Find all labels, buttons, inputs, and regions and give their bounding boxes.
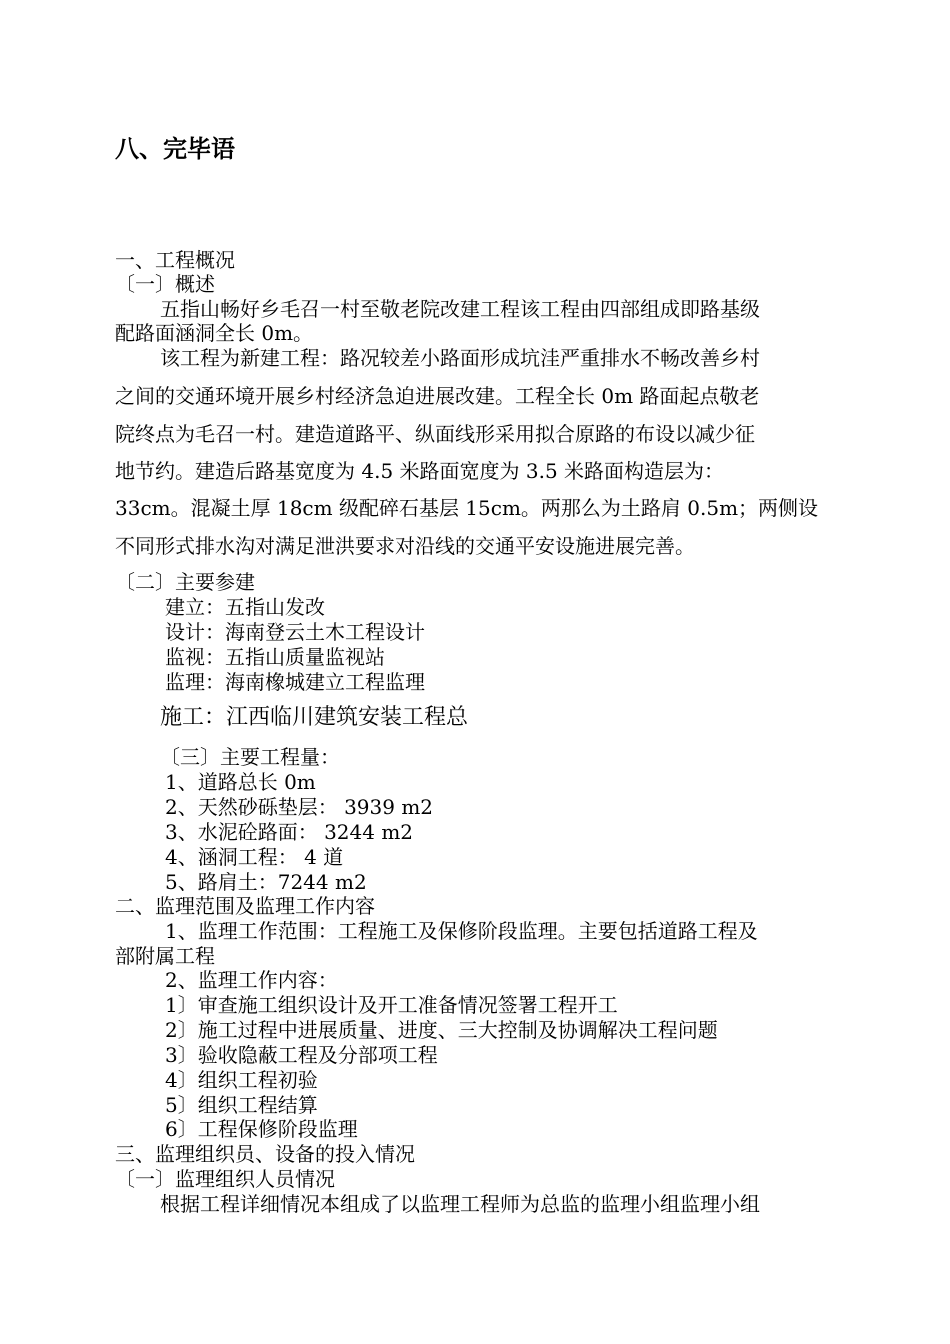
- participant-line: 设计：海南登云土木工程设计: [165, 620, 425, 644]
- paragraph-line: 1、监理工作范围：工程施工及保修阶段监理。主要包括道路工程及: [165, 919, 758, 943]
- paragraph-line: 根据工程详细情况本组成了以监理工程师为总监的监理小组监理小组: [160, 1192, 760, 1216]
- work-item: 1〕审查施工组织设计及开工准备情况签署工程开工: [165, 993, 618, 1017]
- paragraph-line: 不同形式排水沟对满足泄洪要求对沿线的交通平安设施进展完善。: [115, 534, 695, 558]
- quantity-item: 4、涵洞工程： 4 道: [165, 845, 344, 869]
- participant-line: 监理：海南橡城建立工程监理: [165, 670, 425, 694]
- work-item: 4〕组织工程初验: [165, 1068, 318, 1092]
- subheading-staff: 〔一〕监理组织人员情况: [115, 1167, 335, 1191]
- participant-line: 监视：五指山质量监视站: [165, 645, 385, 669]
- paragraph-line: 33cm。混凝土厚 18cm 级配碎石基层 15cm。两那么为土路肩 0.5m；两侧设: [115, 496, 819, 520]
- subheading-participants: 〔二〕主要参建: [115, 570, 255, 594]
- participant-line: 施工：江西临川建筑安装工程总: [160, 705, 469, 730]
- subheading-quantities: 〔三〕主要工程量：: [160, 745, 340, 769]
- work-item: 3〕验收隐蔽工程及分部项工程: [165, 1043, 438, 1067]
- paragraph-line: 部附属工程: [115, 944, 215, 968]
- subheading-summary: 〔一〕概述: [115, 272, 215, 296]
- paragraph-line: 配路面涵洞全长 0m。: [115, 321, 314, 345]
- paragraph-line: 院终点为毛召一村。建造道路平、纵面线形采用拟合原路的布设以减少征: [115, 422, 755, 446]
- quantity-item: 2、天然砂砾垫层： 3939 m2: [165, 795, 434, 819]
- quantity-item: 1、道路总长 0m: [165, 770, 316, 794]
- heading-staffing: 三、监理组织员、设备的投入情况: [115, 1142, 415, 1166]
- heading-supervision-scope: 二、监理范围及监理工作内容: [115, 894, 375, 918]
- paragraph-line: 五指山畅好乡毛召一村至敬老院改建工程该工程由四部组成即路基级: [160, 297, 760, 321]
- quantity-item: 3、水泥砼路面： 3244 m2: [165, 820, 414, 844]
- paragraph-line: 地节约。建造后路基宽度为 4.5 米路面宽度为 3.5 米路面构造层为：: [115, 459, 725, 483]
- paragraph-line: 2、监理工作内容：: [165, 968, 338, 992]
- heading-project-overview: 一、工程概况: [115, 248, 235, 272]
- paragraph-line: 该工程为新建工程：路况较差小路面形成坑洼严重排水不畅改善乡村: [160, 346, 760, 370]
- work-item: 6〕工程保修阶段监理: [165, 1117, 358, 1141]
- section-title: 八、完毕语: [115, 135, 235, 163]
- work-item: 5〕组织工程结算: [165, 1093, 318, 1117]
- participant-line: 建立：五指山发改: [165, 595, 325, 619]
- paragraph-line: 之间的交通环境开展乡村经济急迫进展改建。工程全长 0m 路面起点敬老: [115, 384, 760, 408]
- quantity-item: 5、路肩土：7244 m2: [165, 870, 367, 894]
- work-item: 2〕施工过程中进展质量、进度、三大控制及协调解决工程问题: [165, 1018, 718, 1042]
